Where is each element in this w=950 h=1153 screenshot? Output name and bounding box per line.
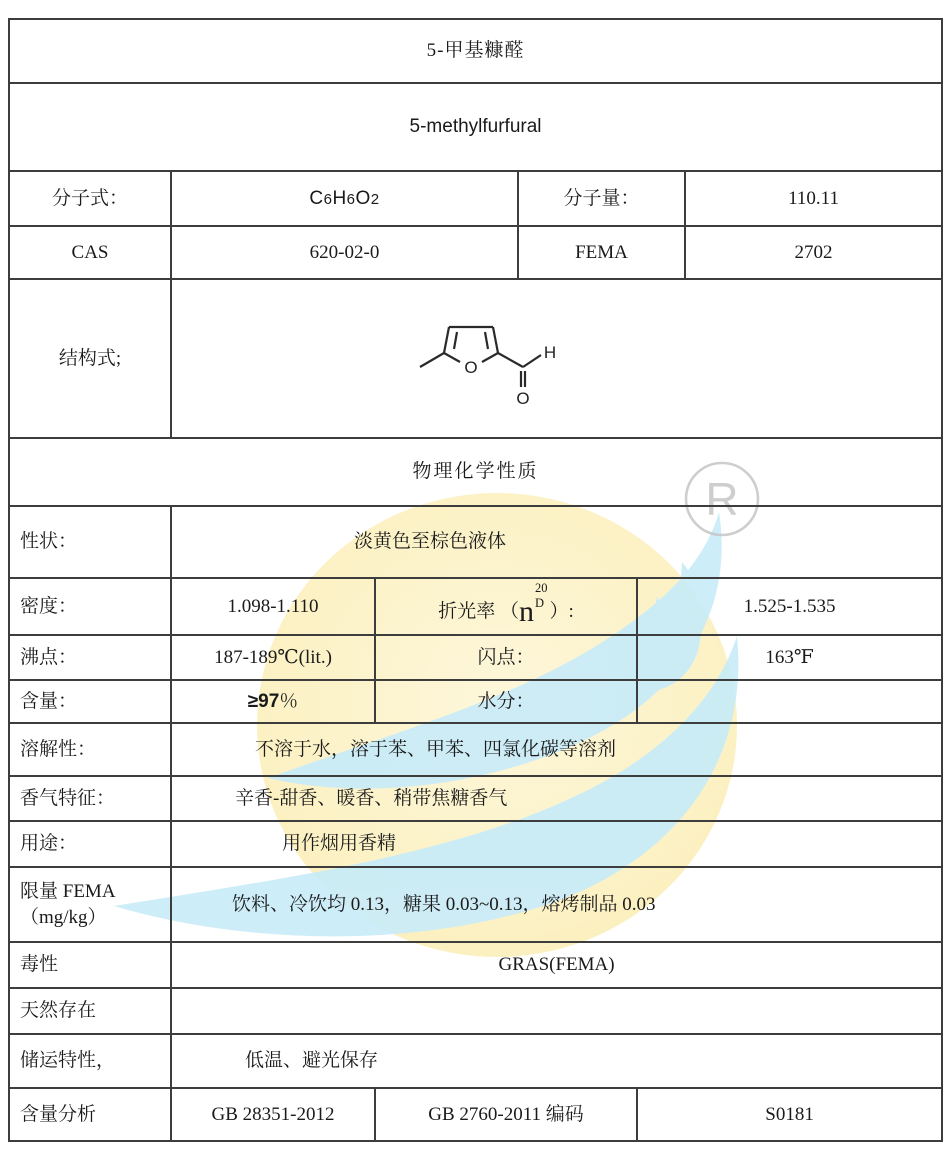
fema-limit-value: 饮料、冷饮均 0.13，糖果 0.03~0.13，熔烤制品 0.03 (171, 867, 942, 942)
chemical-structure-drawing (404, 299, 574, 419)
refractive-index-label: 折光率 （n 20 D ）: (375, 578, 637, 635)
analysis-gb2-value: GB 2760-2011 编码 (375, 1088, 637, 1141)
analysis-code-value: S0181 (637, 1088, 942, 1141)
natural-occurrence-label: 天然存在 (9, 988, 171, 1034)
usage-label: 用途： (9, 821, 171, 867)
row-usage (9, 821, 942, 867)
row-cas-fema (9, 226, 942, 279)
appearance-label: 性状： (9, 506, 171, 578)
analysis-label: 含量分析 (9, 1088, 171, 1141)
row-section-header (9, 438, 942, 506)
svg-text:R: R (705, 473, 739, 525)
row-toxicity (9, 942, 942, 988)
assay-label: 含量： (9, 680, 171, 723)
storage-value: 低温、避光保存 (171, 1034, 942, 1088)
solubility-value: 不溶于水，溶于苯、甲苯、四氯化碳等溶剂 (171, 723, 942, 776)
row-molecular-formula (9, 171, 942, 226)
row-solubility (9, 723, 942, 776)
odor-value: 辛香-甜香、暖香、稍带焦糖香气 (171, 776, 942, 821)
density-label: 密度： (9, 578, 171, 635)
appearance-value: 淡黄色至棕色液体 (171, 506, 942, 578)
row-title-en (9, 83, 942, 171)
row-density-refractive (9, 578, 942, 635)
flash-point-value: 163℉ (637, 635, 942, 680)
row-natural-occurrence (9, 988, 942, 1034)
row-structure (9, 279, 942, 438)
fema-limit-label: 限量 FEMA （mg/kg） (9, 867, 171, 942)
row-fema-limit (9, 867, 942, 942)
cas-value: 620-02-0 (171, 226, 518, 279)
molecular-formula-value: C6H6O2 (171, 171, 518, 226)
cas-label: CAS (9, 226, 171, 279)
refractive-sup-sub: 20 D (534, 580, 548, 610)
density-value: 1.098-1.110 (171, 578, 375, 635)
fema-value: 2702 (685, 226, 942, 279)
row-odor (9, 776, 942, 821)
aldehyde-hydrogen-atom: H (543, 342, 557, 362)
refractive-n-symbol: n (518, 594, 534, 628)
page-title: 5-甲基糠醛 (9, 19, 942, 83)
aldehyde-oxygen-atom: O (516, 388, 530, 408)
row-title-cn (9, 19, 942, 83)
row-storage (9, 1034, 942, 1088)
water-label: 水分： (375, 680, 637, 723)
boiling-point-label: 沸点： (9, 635, 171, 680)
odor-label: 香气特征： (9, 776, 171, 821)
solubility-label: 溶解性： (9, 723, 171, 776)
chemical-property-table (8, 18, 943, 1142)
boiling-point-value: 187-189℃(lit.) (171, 635, 375, 680)
toxicity-label: 毒性 (9, 942, 171, 988)
storage-label: 储运特性， (9, 1034, 171, 1088)
water-value (637, 680, 942, 723)
structure-cell (171, 279, 942, 438)
usage-value: 用作烟用香精 (171, 821, 942, 867)
row-boiling-flash (9, 635, 942, 680)
assay-value: ≥97％ (171, 680, 375, 723)
natural-occurrence-value (171, 988, 942, 1034)
row-analysis (9, 1088, 942, 1141)
toxicity-value: GRAS(FEMA) (171, 942, 942, 988)
row-appearance (9, 506, 942, 578)
page-title-english: 5-methylfurfural (9, 83, 942, 171)
molecular-formula-label: 分子式： (9, 171, 171, 226)
molecular-weight-value: 110.11 (685, 171, 942, 226)
analysis-gb1-value: GB 28351-2012 (171, 1088, 375, 1141)
section-header: 物理化学性质 (9, 438, 942, 506)
row-assay-water (9, 680, 942, 723)
flash-point-label: 闪点： (375, 635, 637, 680)
ring-oxygen-atom: O (464, 357, 478, 377)
structure-label: 结构式; (9, 279, 171, 438)
molecular-weight-label: 分子量： (518, 171, 685, 226)
fema-label: FEMA (518, 226, 685, 279)
refractive-index-value: 1.525-1.535 (637, 578, 942, 635)
